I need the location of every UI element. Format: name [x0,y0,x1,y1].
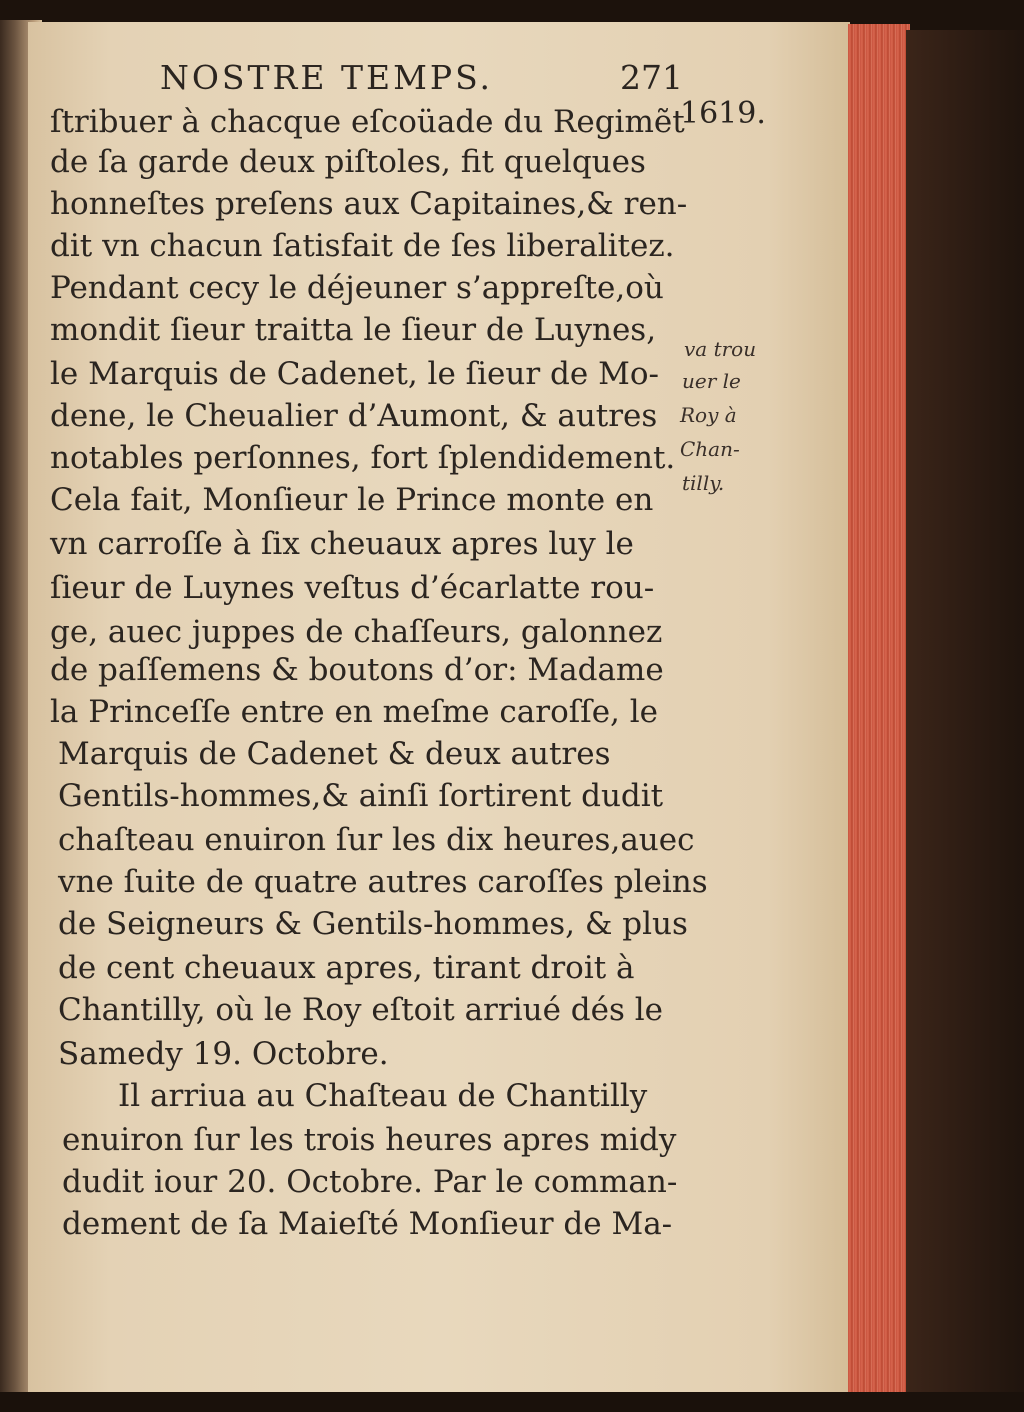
text-line: ge, auec juppes de chaſſeurs, galonnez [50,614,663,650]
margin-note-line: va trou [684,337,757,361]
page-number: 271 [620,58,683,97]
text-line: mondit ſieur traitta le ſieur de Luynes, [50,312,657,348]
text-line: ſtribuer à chacque eſcoüade du Regimẽt [50,104,685,140]
text-line: le Marquis de Cadenet, le ſieur de Mo- [50,356,659,392]
margin-note-line: uer le [682,369,741,393]
page-edges [848,24,910,1392]
text-line: enuiron ſur les trois heures apres midy [62,1122,677,1158]
text-line: la Princeſſe entre en meſme caroſſe, le [50,694,659,730]
text-line: de cent cheuaux apres, tirant droit à [58,950,635,986]
book-cover-edge [906,30,1024,1392]
text-line: Pendant cecy le déjeuner s’appreſte,où [50,270,664,306]
margin-note-line: Roy à [680,403,737,427]
text-line: Samedy 19. Octobre. [58,1036,389,1072]
text-line: Chantilly, où le Roy eſtoit arriué dés le [58,992,663,1028]
text-line: chaſteau enuiron ſur les dix heures,auec [58,822,695,858]
text-line: de paſſemens & boutons d’or: Madame [50,652,664,688]
text-line: Cela fait, Monſieur le Prince monte en [50,482,654,518]
text-line: honneſtes preſens aux Capitaines,& ren- [50,186,688,222]
text-line: de Seigneurs & Gentils-hommes, & plus [58,906,688,942]
text-line: ſieur de Luynes veſtus d’écarlatte rou- [50,570,655,606]
text-line: dement de ſa Maieſté Monſieur de Ma- [62,1206,673,1242]
year-marker: 1619. [680,96,766,131]
text-line: notables perſonnes, fort ſplendidement. [50,440,676,476]
body-text [28,22,850,1392]
margin-note-line: Chan- [680,437,740,461]
text-line: vn carroſſe à ſix cheuaux apres luy le [50,526,634,562]
text-line: dene, le Cheualier d’Aumont, & autres [50,398,658,434]
running-head: NOSTRE TEMPS. [160,58,493,97]
text-line: Il arriua au Chaſteau de Chantilly [118,1078,648,1114]
book-page [28,22,850,1392]
text-line: vne ſuite de quatre autres caroſſes pleins [58,864,708,900]
text-line: dudit iour 20. Octobre. Par le comman- [62,1164,678,1200]
text-line: de ſa garde deux piſtoles, fit quelques [50,144,646,180]
margin-note-line: tilly. [682,471,725,495]
bottom-background [0,1392,1024,1412]
text-line: dit vn chacun ſatisfait de ſes liberalitez. [50,228,675,264]
text-line: Gentils-hommes,& ainſi ſortirent dudit [58,778,664,814]
text-line: Marquis de Cadenet & deux autres [58,736,611,772]
